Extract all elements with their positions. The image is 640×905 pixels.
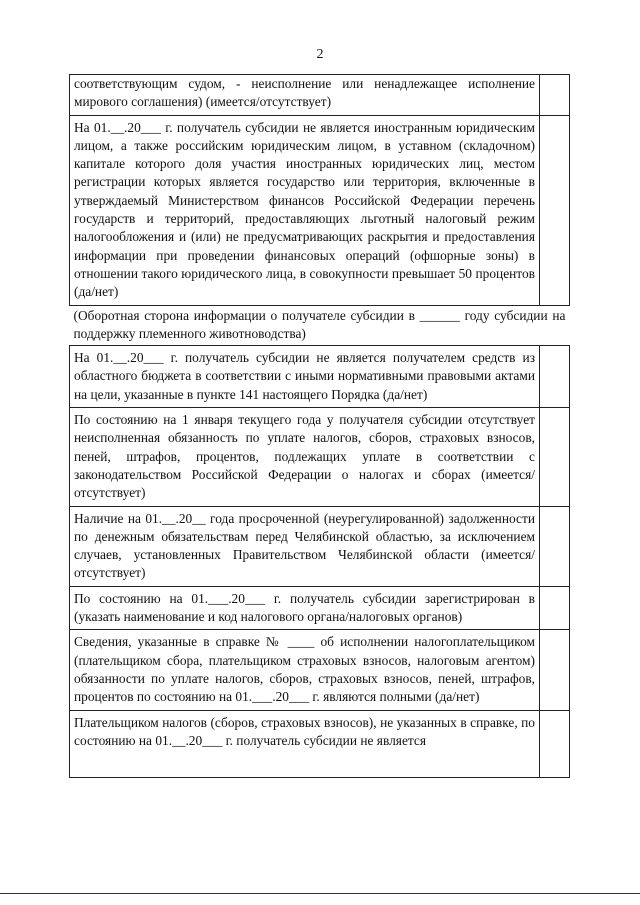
table-row xyxy=(70,115,570,305)
page-number: 2 xyxy=(316,47,324,62)
table-row xyxy=(70,506,570,586)
row-value-cell[interactable] xyxy=(540,346,570,408)
row-value-cell[interactable] xyxy=(540,75,570,116)
row-text: Сведения, указанные в справке № ____ об исполнении налогоплательщиком (плательщиком сбора, плательщиком страховых взносов, налоговым агентом) обязанности по уплате налогов, сборов, страховых взносов, пеней, штрафов, процентов по состоянию на 01.___.20___ г. являются полными (да/нет) xyxy=(70,630,540,710)
row-value-cell[interactable] xyxy=(540,115,570,305)
note-row xyxy=(70,305,570,346)
table-row xyxy=(70,408,570,506)
row-text: По состоянию на 01.___.20___ г. получатель субсидии зарегистрирован в (указать наименование и код налогового органа/налоговых органов) xyxy=(70,586,540,630)
table-row xyxy=(70,75,570,116)
row-value-cell[interactable] xyxy=(540,630,570,710)
info-table xyxy=(69,74,570,778)
row-value-cell[interactable] xyxy=(540,408,570,506)
row-text: На 01.__.20___ г. получатель субсидии не является иностранным юридическим лицом, а также российским юридическим лицом, в уставном (складочном) капитале которого доля участия иностранных юридических лиц, местом регистрации которых является государство или территория, включенные в утверждаемый Министерством финансов Российской Федерации перечень государств и территорий, предоставляющих льготный налоговый режим налогообложения и (или) не предусматривающих раскрытия и предоставления информации при проведении финансовых операций (офшорные зоны) в отношении такого юридического лица, в совокупности превышает 50 процентов (да/нет) xyxy=(70,115,540,305)
reverse-side-note: (Оборотная сторона информации о получателе субсидии в ______ году субсидии на поддержку племенного животноводства) xyxy=(70,305,570,346)
row-text: Плательщиком налогов (сборов, страховых взносов), не указанных в справке, по состоянию на 01.__.20___ г. получатель субсидии не является xyxy=(70,710,540,777)
table-row xyxy=(70,586,570,630)
page-bottom-rule xyxy=(0,893,640,894)
row-text: По состоянию на 1 января текущего года у получателя субсидии отсутствует неисполненная обязанность по уплате налогов, сборов, страховых взносов, пеней, штрафов, процентов, подлежащих уплате в соответствии с законодательством Российской Федерации о налогах и сборах (имеется/отсутствует) xyxy=(70,408,540,506)
row-value-cell[interactable] xyxy=(540,710,570,777)
row-text: соответствующим судом, - неисполнение или ненадлежащее исполнение мирового соглашения) (имеется/отсутствует) xyxy=(70,75,540,116)
table-row xyxy=(70,710,570,777)
table-row xyxy=(70,346,570,408)
table-row xyxy=(70,630,570,710)
row-text: Наличие на 01.__.20__ года просроченной (неурегулированной) задолженности по денежным обязательствам перед Челябинской областью, за исключением случаев, установленных Правительством Челябинской области (имеется/отсутствует) xyxy=(70,506,540,586)
row-text: На 01.__.20___ г. получатель субсидии не является получателем средств из областного бюджета в соответствии с иными нормативными правовыми актами на цели, указанные в пункте 141 настоящего Порядка (да/нет) xyxy=(70,346,540,408)
row-value-cell[interactable] xyxy=(540,586,570,630)
row-value-cell[interactable] xyxy=(540,506,570,586)
